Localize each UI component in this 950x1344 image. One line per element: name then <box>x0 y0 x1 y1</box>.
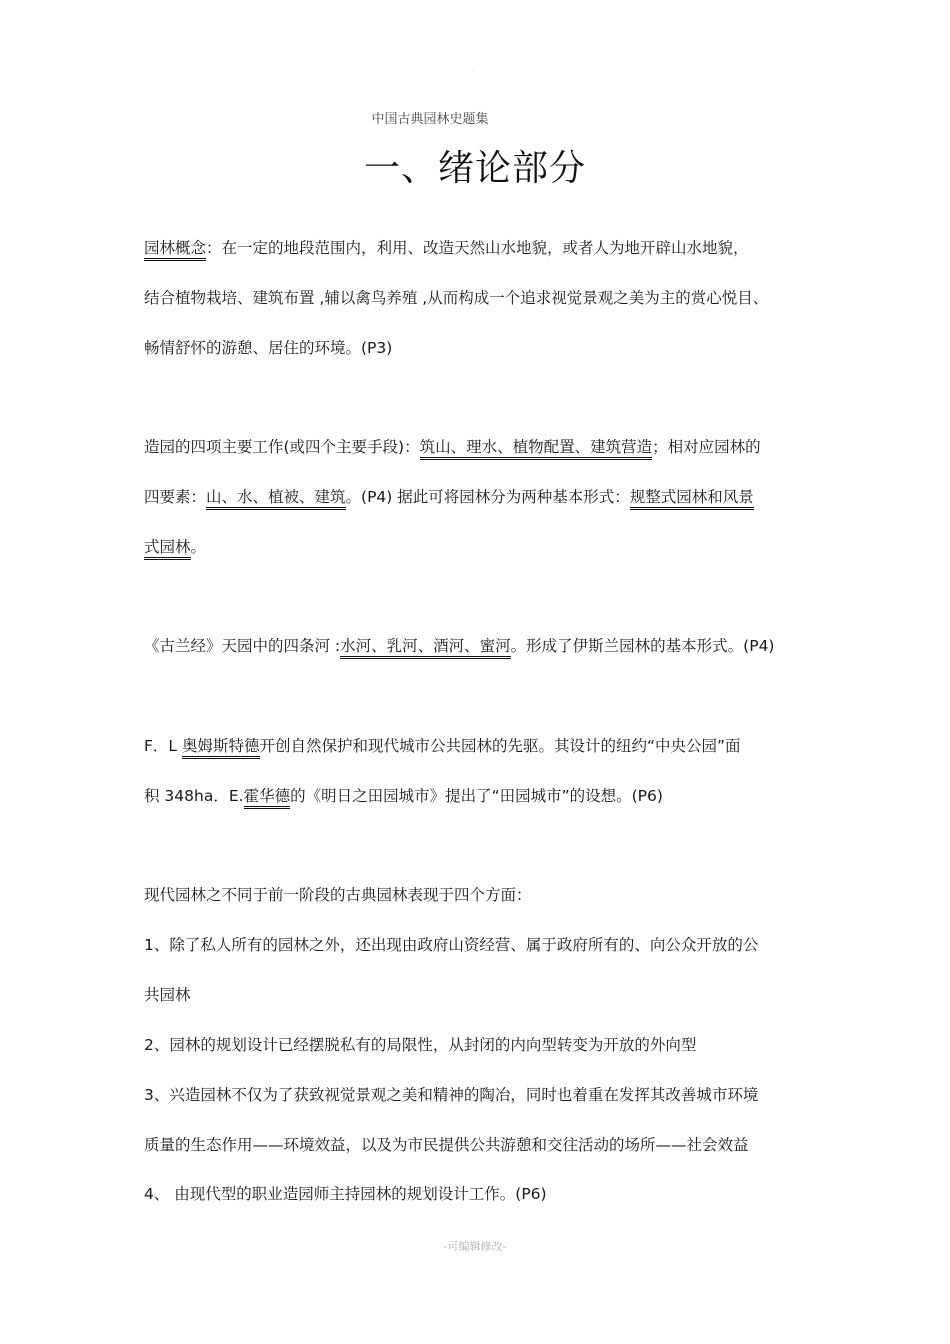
underlined-term: 园林概念 <box>144 239 206 261</box>
chapter-title: 一、绪论部分 <box>363 148 586 189</box>
text: 造园的四项主要工作(或四个主要手段)： <box>144 438 420 456</box>
text: 。形成了伊斯兰园林的基本形式。(P4) <box>510 637 775 655</box>
underlined-term: 式园林 <box>144 538 191 560</box>
list-item: 4、 由现代型的职业造园师主持园林的规划设计工作。(P6) <box>144 1185 547 1203</box>
text: 四要素： <box>144 488 207 506</box>
underlined-term: 规整式园林和风景 <box>630 488 754 510</box>
paragraph-line: 现代园林之不同于前一阶段的古典园林表现于四个方面： <box>144 886 532 904</box>
underlined-term: 水河、乳河、酒河、蜜河 <box>340 637 511 659</box>
top-mark: . <box>472 64 475 73</box>
list-item: 2、园林的规划设计已经摆脱私有的局限性，从封闭的内向型转变为开放的外向型 <box>144 1036 697 1054</box>
underlined-term: 筑山、理水、植物配置、建筑营造 <box>420 438 653 460</box>
paragraph-line <box>144 486 824 508</box>
list-item-continuation: 共园林 <box>144 986 191 1004</box>
paragraph-line: 结合植物栽培、建筑布置 ,辅以禽鸟养殖 ,从而构成一个追求视觉景观之美为主的赏心悦目、 <box>144 289 769 307</box>
paragraph-line <box>144 436 824 458</box>
list-item-continuation: 质量的生态作用——环境效益，以及为市民提供公共游憩和交往活动的场所——社会效益 <box>144 1136 749 1154</box>
text: 。 <box>190 538 207 556</box>
text: 开创自然保护和现代城市公共园林的先驱。其设计的纽约“中央公园”面 <box>259 737 741 755</box>
text: F．L <box>144 737 182 755</box>
text: 积 348ha．E. <box>144 787 244 805</box>
document-header: 中国古典园林史题集 <box>371 112 489 127</box>
text: 的《明日之田园城市》提出了“田园城市”的设想。(P6) <box>290 787 663 805</box>
paragraph-line: 畅情舒怀的游憩、居住的环境。(P3) <box>144 339 393 357</box>
underlined-term: 霍华德 <box>244 787 291 809</box>
list-item: 1、除了私人所有的园林之外，还出现由政府山资经营、属于政府所有的、向公众开放的公 <box>144 936 759 954</box>
list-item: 3、兴造园林不仅为了获致视觉景观之美和精神的陶冶，同时也着重在发挥其改善城市环境 <box>144 1086 759 1104</box>
paragraph-line <box>144 735 824 757</box>
text: 。(P4) 据此可将园林分为两种基本形式： <box>345 488 630 506</box>
paragraph-line <box>144 635 824 657</box>
text: ：在一定的地段范围内，利用、改造天然山水地貌，或者人为地开辟山水地貌， <box>206 239 749 257</box>
text: ；相对应园林的 <box>652 438 761 456</box>
underlined-term: 奥姆斯特德 <box>182 737 260 759</box>
page-footer: -可编辑修改- <box>443 1240 507 1253</box>
underlined-term: 山、水、植被、建筑 <box>206 488 346 510</box>
paragraph-line <box>144 785 824 807</box>
paragraph-line <box>144 536 824 558</box>
paragraph-line <box>144 237 824 259</box>
text: 《古兰经》天园中的四条河 : <box>144 637 341 655</box>
